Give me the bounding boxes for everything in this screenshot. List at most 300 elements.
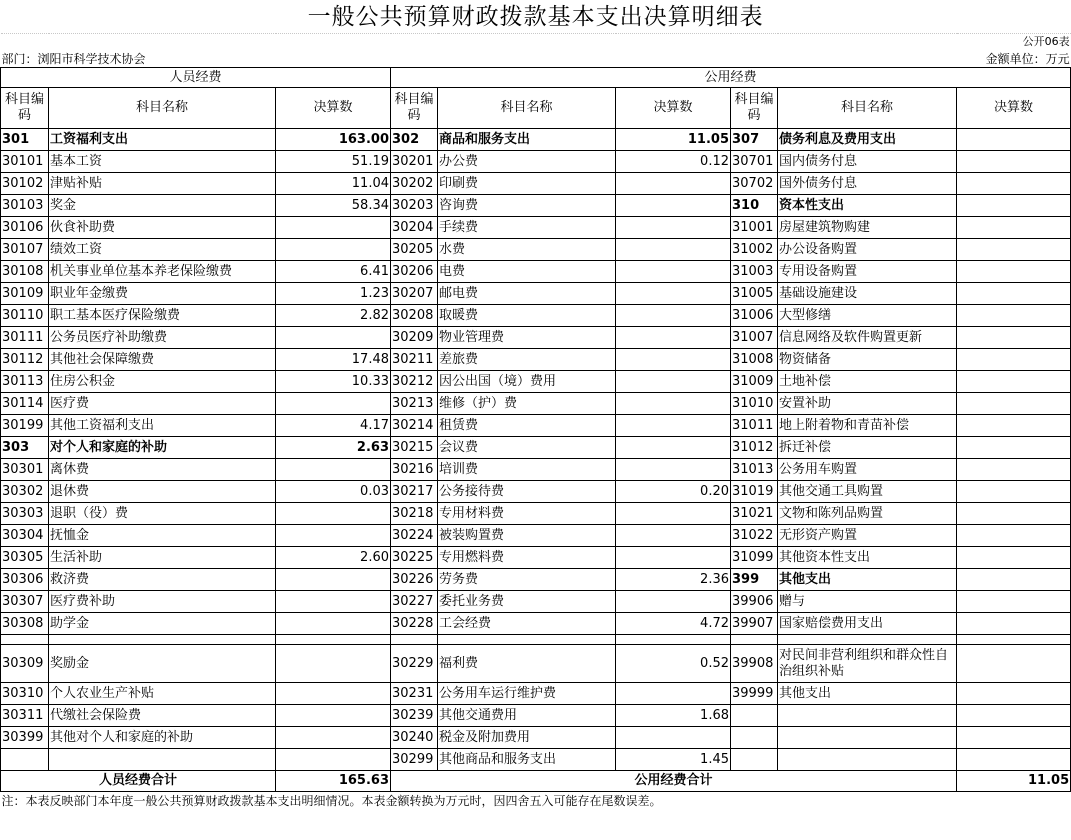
amount-value: [957, 305, 1071, 327]
subject-name: 专用设备购置: [778, 261, 957, 283]
table-row: [1, 749, 1071, 771]
subject-code: 31009: [731, 371, 778, 393]
amount-value: 1.68: [616, 705, 731, 727]
subject-code: 30202: [391, 173, 438, 195]
subject-name: 房屋建筑物购建: [778, 217, 957, 239]
table-row: [1, 371, 1071, 393]
amount-value: [276, 683, 391, 705]
subject-name: 退职（役）费: [49, 503, 276, 525]
amount-value: 163.00: [276, 129, 391, 151]
subject-code: 30207: [391, 283, 438, 305]
subject-name: 绩效工资: [49, 239, 276, 261]
subject-name: 国外债务付息: [778, 173, 957, 195]
page-title: 一般公共预算财政拨款基本支出决算明细表: [307, 3, 764, 30]
subject-name: 手续费: [438, 217, 616, 239]
subject-name: 职工基本医疗保险缴费: [49, 305, 276, 327]
subject-code: 30304: [1, 525, 49, 547]
subject-name: 其他资本性支出: [778, 547, 957, 569]
subject-name: 其他社会保障缴费: [49, 349, 276, 371]
amount-value: 4.72: [616, 613, 731, 635]
subject-code: 30239: [391, 705, 438, 727]
amount-value: [276, 727, 391, 749]
subject-code: 31008: [731, 349, 778, 371]
amount-value: [616, 415, 731, 437]
subject-code: 303: [1, 437, 49, 459]
subject-name: 公务用车运行维护费: [438, 683, 616, 705]
subject-name: 奖励金: [49, 645, 276, 683]
subject-name: 办公费: [438, 151, 616, 173]
table-row: [1, 459, 1071, 481]
amount-value: [616, 283, 731, 305]
amount-value: [957, 173, 1071, 195]
table-row: [1, 645, 1071, 683]
amount-value: [616, 239, 731, 261]
amount-value: 51.19: [276, 151, 391, 173]
subject-name: 水费: [438, 239, 616, 261]
amount-value: [616, 261, 731, 283]
amount-value: 4.17: [276, 415, 391, 437]
subject-name: [49, 749, 276, 771]
subject-code: 30203: [391, 195, 438, 217]
amount-value: 6.41: [276, 261, 391, 283]
subject-code: 30310: [1, 683, 49, 705]
subject-code: 31099: [731, 547, 778, 569]
amount-value: [957, 349, 1071, 371]
subject-code: 31007: [731, 327, 778, 349]
subject-code: 30199: [1, 415, 49, 437]
subject-name: 医疗费补助: [49, 591, 276, 613]
subject-code: 31019: [731, 481, 778, 503]
amount-value: [957, 195, 1071, 217]
subject-name: 办公设备购置: [778, 239, 957, 261]
subject-name: 其他商品和服务支出: [438, 749, 616, 771]
amount-value: [957, 371, 1071, 393]
subject-name: 物资储备: [778, 349, 957, 371]
subject-name: 大型修缮: [778, 305, 957, 327]
table-row: [1, 569, 1071, 591]
subject-code: 30208: [391, 305, 438, 327]
subject-name: 维修（护）费: [438, 393, 616, 415]
amount-value: [957, 129, 1071, 151]
subject-name: 职业年金缴费: [49, 283, 276, 305]
form-number: 公开06表: [778, 34, 1071, 51]
amount-value: [616, 503, 731, 525]
table-row: [1, 683, 1071, 705]
amount-value: [957, 591, 1071, 613]
amount-value: [276, 569, 391, 591]
subject-code: 31022: [731, 525, 778, 547]
subject-code: 30305: [1, 547, 49, 569]
amount-value: 2.82: [276, 305, 391, 327]
amount-value: [616, 173, 731, 195]
subject-code: 30702: [731, 173, 778, 195]
amount-value: [616, 591, 731, 613]
table-row: [1, 305, 1071, 327]
subject-code: [731, 727, 778, 749]
subject-name: [778, 705, 957, 727]
subject-name: 其他工资福利支出: [49, 415, 276, 437]
subject-name: 工资福利支出: [49, 129, 276, 151]
amount-value: [616, 437, 731, 459]
subject-code: 30216: [391, 459, 438, 481]
subject-name: 赠与: [778, 591, 957, 613]
amount-value: [616, 217, 731, 239]
subject-code: 31013: [731, 459, 778, 481]
personnel-total-value: 165.63: [276, 771, 391, 792]
subject-code: 30302: [1, 481, 49, 503]
amount-value: 0.52: [616, 645, 731, 683]
subject-code: 30229: [391, 645, 438, 683]
subject-name: 公务员医疗补助缴费: [49, 327, 276, 349]
subject-code: 30301: [1, 459, 49, 481]
subject-code: 399: [731, 569, 778, 591]
table-row: [1, 547, 1071, 569]
subject-name: 医疗费: [49, 393, 276, 415]
subject-name: 对民间非营利组织和群众性自治组织补贴: [778, 645, 957, 683]
subject-code: 30231: [391, 683, 438, 705]
subject-name: 代缴社会保险费: [49, 705, 276, 727]
amount-value: [957, 547, 1071, 569]
subject-code: 30206: [391, 261, 438, 283]
table-row: [1, 437, 1071, 459]
personnel-total-label: 人员经费合计: [1, 771, 276, 792]
code-header: 科目编码: [391, 88, 438, 129]
department-label: 部门：浏阳市科学技术协会: [1, 50, 778, 68]
table-row: [1, 481, 1071, 503]
amount-value: [957, 151, 1071, 173]
subject-name: 印刷费: [438, 173, 616, 195]
unit-label: 金额单位：万元: [778, 50, 1071, 68]
subject-name: 机关事业单位基本养老保险缴费: [49, 261, 276, 283]
subject-name: 其他支出: [778, 683, 957, 705]
table-row: [1, 173, 1071, 195]
subject-code: 31003: [731, 261, 778, 283]
subject-name: 住房公积金: [49, 371, 276, 393]
subject-name: 邮电费: [438, 283, 616, 305]
amount-value: [616, 349, 731, 371]
subject-name: 国内债务付息: [778, 151, 957, 173]
footnote: 注：本表反映部门本年度一般公共预算财政拨款基本支出明细情况。本表金额转换为万元时，因四舍五入可能存在尾数误差。: [1, 794, 662, 808]
amount-value: 11.05: [616, 129, 731, 151]
amount-value: [616, 393, 731, 415]
subject-name: 抚恤金: [49, 525, 276, 547]
subject-code: 30399: [1, 727, 49, 749]
subject-name: 生活补助: [49, 547, 276, 569]
subject-code: 31012: [731, 437, 778, 459]
subject-name: 公务用车购置: [778, 459, 957, 481]
subject-name: 文物和陈列品购置: [778, 503, 957, 525]
amount-value: 1.23: [276, 283, 391, 305]
subject-code: 30308: [1, 613, 49, 635]
table-row: [1, 261, 1071, 283]
subject-name: 救济费: [49, 569, 276, 591]
subject-code: 30299: [391, 749, 438, 771]
subject-name: 对个人和家庭的补助: [49, 437, 276, 459]
amount-value: [276, 525, 391, 547]
group-public-header: 公用经费: [391, 68, 1071, 88]
subject-name: 其他支出: [778, 569, 957, 591]
subject-code: 31006: [731, 305, 778, 327]
table-row: [1, 151, 1071, 173]
subject-name: 电费: [438, 261, 616, 283]
table-row: [1, 503, 1071, 525]
subject-name: [778, 749, 957, 771]
subject-name: 专用燃料费: [438, 547, 616, 569]
amount-header: 决算数: [957, 88, 1071, 129]
amount-value: [616, 195, 731, 217]
subject-code: 30224: [391, 525, 438, 547]
amount-value: [616, 371, 731, 393]
subject-name: 奖金: [49, 195, 276, 217]
amount-value: [957, 525, 1071, 547]
amount-value: [957, 217, 1071, 239]
public-total-label: 公用经费合计: [391, 771, 957, 792]
subject-code: 30107: [1, 239, 49, 261]
subject-code: 30227: [391, 591, 438, 613]
subject-code: 30306: [1, 569, 49, 591]
table-row: [1, 415, 1071, 437]
subject-name: 退休费: [49, 481, 276, 503]
amount-value: 2.63: [276, 437, 391, 459]
amount-value: 10.33: [276, 371, 391, 393]
subject-code: 31010: [731, 393, 778, 415]
amount-value: [957, 749, 1071, 771]
amount-value: 1.45: [616, 749, 731, 771]
amount-value: [957, 569, 1071, 591]
subject-name: 咨询费: [438, 195, 616, 217]
subject-code: 39906: [731, 591, 778, 613]
amount-value: [957, 481, 1071, 503]
subject-name: 安置补助: [778, 393, 957, 415]
amount-value: [957, 705, 1071, 727]
subject-code: 30112: [1, 349, 49, 371]
amount-value: 0.12: [616, 151, 731, 173]
subject-code: 31002: [731, 239, 778, 261]
subject-name: 无形资产购置: [778, 525, 957, 547]
amount-value: [616, 525, 731, 547]
amount-header: 决算数: [616, 88, 731, 129]
subject-name: 个人农业生产补贴: [49, 683, 276, 705]
amount-value: 0.03: [276, 481, 391, 503]
amount-value: [957, 393, 1071, 415]
subject-code: 30209: [391, 327, 438, 349]
table-row: [1, 239, 1071, 261]
amount-value: [616, 683, 731, 705]
subject-code: 30226: [391, 569, 438, 591]
subject-code: 30217: [391, 481, 438, 503]
subject-code: 30205: [391, 239, 438, 261]
name-header: 科目名称: [438, 88, 616, 129]
amount-value: [957, 683, 1071, 705]
subject-code: 30201: [391, 151, 438, 173]
amount-value: 2.60: [276, 547, 391, 569]
amount-value: 0.20: [616, 481, 731, 503]
subject-code: 30311: [1, 705, 49, 727]
subject-code: 30114: [1, 393, 49, 415]
public-total-value: 11.05: [957, 771, 1071, 792]
subject-code: 30225: [391, 547, 438, 569]
subject-name: 伙食补助费: [49, 217, 276, 239]
amount-value: [957, 283, 1071, 305]
amount-value: 11.04: [276, 173, 391, 195]
amount-value: [616, 327, 731, 349]
amount-value: [957, 239, 1071, 261]
subject-name: 债务利息及费用支出: [778, 129, 957, 151]
subject-code: 39999: [731, 683, 778, 705]
amount-value: [616, 547, 731, 569]
subject-code: 302: [391, 129, 438, 151]
table-row: [1, 705, 1071, 727]
subject-name: 津贴补贴: [49, 173, 276, 195]
name-header: 科目名称: [778, 88, 957, 129]
amount-value: 58.34: [276, 195, 391, 217]
amount-value: [276, 503, 391, 525]
subject-name: 信息网络及软件购置更新: [778, 327, 957, 349]
code-header: 科目编码: [731, 88, 778, 129]
amount-value: 17.48: [276, 349, 391, 371]
subject-code: [731, 749, 778, 771]
table-row: [1, 283, 1071, 305]
subject-code: 310: [731, 195, 778, 217]
amount-value: [276, 327, 391, 349]
subject-name: 基本工资: [49, 151, 276, 173]
subject-code: 31011: [731, 415, 778, 437]
subject-name: 商品和服务支出: [438, 129, 616, 151]
subject-name: 福利费: [438, 645, 616, 683]
subject-code: 30214: [391, 415, 438, 437]
subject-name: 物业管理费: [438, 327, 616, 349]
amount-value: [616, 459, 731, 481]
subject-name: 劳务费: [438, 569, 616, 591]
subject-code: [1, 749, 49, 771]
subject-code: 30215: [391, 437, 438, 459]
subject-code: 30103: [1, 195, 49, 217]
subject-name: 被装购置费: [438, 525, 616, 547]
subject-name: 公务接待费: [438, 481, 616, 503]
subject-code: 30212: [391, 371, 438, 393]
table-row: [1, 727, 1071, 749]
subject-name: 离休费: [49, 459, 276, 481]
amount-value: [616, 727, 731, 749]
table-row: [1, 591, 1071, 613]
subject-name: 差旅费: [438, 349, 616, 371]
table-row: [1, 525, 1071, 547]
amount-value: [957, 613, 1071, 635]
amount-value: [957, 437, 1071, 459]
amount-value: [276, 393, 391, 415]
subject-code: 30211: [391, 349, 438, 371]
code-header: 科目编码: [1, 88, 49, 129]
amount-value: [276, 459, 391, 481]
subject-code: 30240: [391, 727, 438, 749]
table-row: [1, 129, 1071, 151]
amount-value: [616, 305, 731, 327]
subject-name: 取暖费: [438, 305, 616, 327]
amount-value: [276, 749, 391, 771]
amount-value: [957, 327, 1071, 349]
amount-value: [957, 459, 1071, 481]
subject-name: [778, 727, 957, 749]
subject-name: 地上附着物和青苗补偿: [778, 415, 957, 437]
subject-code: 30106: [1, 217, 49, 239]
subject-code: 30113: [1, 371, 49, 393]
name-header: 科目名称: [49, 88, 276, 129]
subject-code: 39908: [731, 645, 778, 683]
subject-code: 31021: [731, 503, 778, 525]
amount-value: [957, 727, 1071, 749]
subject-code: 31001: [731, 217, 778, 239]
subject-name: 专用材料费: [438, 503, 616, 525]
subject-code: 30307: [1, 591, 49, 613]
subject-code: 30204: [391, 217, 438, 239]
subject-code: 307: [731, 129, 778, 151]
amount-value: [276, 645, 391, 683]
subject-name: 国家赔偿费用支出: [778, 613, 957, 635]
subject-code: 30228: [391, 613, 438, 635]
subject-code: 30303: [1, 503, 49, 525]
subject-name: 拆迁补偿: [778, 437, 957, 459]
amount-value: [276, 591, 391, 613]
table-row: [1, 217, 1071, 239]
subject-code: 30101: [1, 151, 49, 173]
subject-name: 其他对个人和家庭的补助: [49, 727, 276, 749]
subject-code: 30102: [1, 173, 49, 195]
subject-name: 土地补偿: [778, 371, 957, 393]
amount-value: [276, 217, 391, 239]
subject-code: 31005: [731, 283, 778, 305]
subject-name: 工会经费: [438, 613, 616, 635]
group-personnel-header: 人员经费: [1, 68, 391, 88]
table-row: [1, 613, 1071, 635]
subject-code: 30218: [391, 503, 438, 525]
subject-name: 助学金: [49, 613, 276, 635]
amount-value: [276, 239, 391, 261]
subject-name: 会议费: [438, 437, 616, 459]
amount-value: [276, 705, 391, 727]
subject-code: 30110: [1, 305, 49, 327]
subject-code: [731, 705, 778, 727]
subject-code: 30213: [391, 393, 438, 415]
subject-code: 30108: [1, 261, 49, 283]
subject-code: 30111: [1, 327, 49, 349]
subject-code: 30109: [1, 283, 49, 305]
subject-name: 租赁费: [438, 415, 616, 437]
table-row: [1, 349, 1071, 371]
subject-name: 因公出国（境）费用: [438, 371, 616, 393]
subject-code: 30309: [1, 645, 49, 683]
amount-value: 2.36: [616, 569, 731, 591]
subject-name: 其他交通费用: [438, 705, 616, 727]
subject-name: 委托业务费: [438, 591, 616, 613]
amount-value: [957, 261, 1071, 283]
subject-name: 资本性支出: [778, 195, 957, 217]
amount-value: [957, 415, 1071, 437]
amount-value: [276, 613, 391, 635]
subject-name: 税金及附加费用: [438, 727, 616, 749]
subject-code: 301: [1, 129, 49, 151]
subject-name: 培训费: [438, 459, 616, 481]
subject-name: 基础设施建设: [778, 283, 957, 305]
subject-code: 30701: [731, 151, 778, 173]
subject-code: 39907: [731, 613, 778, 635]
amount-value: [957, 645, 1071, 683]
amount-header: 决算数: [276, 88, 391, 129]
table-row: [1, 393, 1071, 415]
amount-value: [957, 503, 1071, 525]
subject-name: 其他交通工具购置: [778, 481, 957, 503]
table-row: [1, 195, 1071, 217]
table-row: [1, 327, 1071, 349]
